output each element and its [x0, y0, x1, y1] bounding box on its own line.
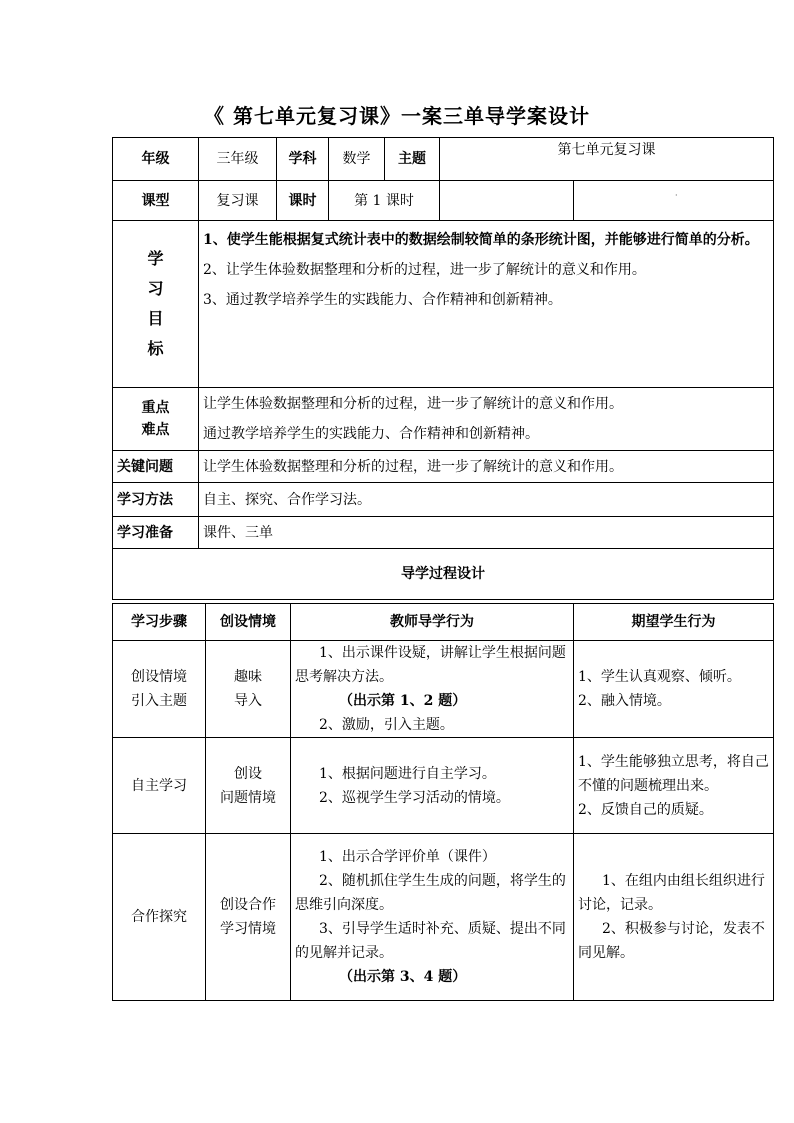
teacher-cell [291, 738, 574, 834]
step-line: 合作探究 [131, 909, 187, 925]
header-situation: 创设情境 [206, 604, 291, 641]
process-table [112, 603, 774, 1001]
step-cell [113, 641, 206, 738]
type-value: 复习课 [199, 181, 277, 221]
header-student: 期望学生行为 [574, 604, 774, 641]
situation-cell [206, 641, 291, 738]
topic-text: 第七单元复习课 [557, 142, 656, 158]
table-row [113, 738, 774, 834]
situation-line: 导入 [234, 693, 262, 709]
process-title: 导学过程设计 [113, 549, 774, 600]
teacher-line: 2、巡视学生学习活动的情境。 [319, 789, 510, 806]
situation-cell [206, 834, 291, 1001]
student-line: 1、学生能够独立思考，将自己不懂的问题梳理出来。 [578, 753, 769, 794]
empty-cell [574, 181, 774, 221]
subject-label: 学科 [277, 138, 329, 181]
type-label: 课型 [113, 181, 199, 221]
student-line: 2、融入情境。 [578, 693, 671, 709]
situation-line: 趣味 [234, 669, 262, 685]
key-points-label-2: 难点 [141, 422, 170, 438]
empty-cell [440, 181, 574, 221]
objectives-label-char: 学 [147, 249, 164, 268]
period-label: 课时 [277, 181, 329, 221]
teacher-cell [291, 641, 574, 738]
step-cell [113, 834, 206, 1001]
teacher-line: 3、引导学生适时补充、质疑、提出不同的见解并记录。 [295, 921, 566, 961]
situation-cell [206, 738, 291, 834]
grade-label: 年级 [113, 138, 199, 181]
objectives-label-char: 标 [147, 339, 164, 358]
period-value: 第 1 课时 [329, 181, 440, 221]
student-cell [574, 641, 774, 738]
objectives-label-char: 习 [147, 279, 164, 298]
subject-value: 数学 [329, 138, 385, 181]
teacher-line: 1、出示课件设疑，讲解让学生根据问题思考解决方法。 [295, 645, 566, 685]
info-table [112, 137, 774, 600]
student-cell [574, 738, 774, 834]
step-line: 引入主题 [131, 693, 187, 709]
student-line: 1、在组内由组长组织进行讨论，记录。 [578, 873, 765, 913]
student-cell [574, 834, 774, 1001]
student-line: 2、积极参与讨论，发表不同见解。 [578, 921, 765, 961]
teacher-line: （出示第 3、4 题） [339, 969, 467, 985]
method-label: 学习方法 [113, 483, 199, 517]
document-title: 《 第七单元复习课》一案三单导学案设计 [204, 104, 590, 128]
header-step: 学习步骤 [113, 604, 206, 641]
teacher-line: 2、随机抓住学生生成的问题，将学生的思维引向深度。 [295, 873, 566, 913]
difficult-point: 通过教学培养学生的实践能力、合作精神和创新精神。 [203, 426, 539, 442]
objectives-label [113, 221, 199, 388]
key-question-label: 关键问题 [113, 451, 199, 483]
objectives-content [199, 221, 774, 388]
topic-value [440, 138, 774, 181]
table-row [113, 834, 774, 1001]
step-line: 自主学习 [131, 777, 187, 794]
situation-line: 创设合作 [220, 897, 276, 913]
situation-line: 学习情境 [220, 921, 276, 937]
key-points-content [199, 388, 774, 451]
header-teacher: 教师导学行为 [291, 604, 574, 641]
step-cell [113, 738, 206, 834]
situation-line: 问题情境 [220, 789, 276, 806]
table-row [113, 641, 774, 738]
preparation-label: 学习准备 [113, 517, 199, 549]
student-line: 2、反馈自己的质疑。 [578, 801, 713, 818]
situation-line: 创设 [234, 765, 262, 782]
objective-3: 3、通过教学培养学生的实践能力、合作精神和创新精神。 [203, 292, 562, 308]
step-line: 创设情境 [131, 669, 187, 685]
teacher-line: 2、激励，引入主题。 [319, 717, 454, 733]
teacher-line: 1、出示合学评价单（课件） [319, 849, 496, 865]
key-points-label-1: 重点 [141, 400, 170, 416]
objective-2: 2、让学生体验数据整理和分析的过程，进一步了解统计的意义和作用。 [203, 262, 646, 278]
teacher-line: （出示第 1、2 题） [339, 693, 467, 709]
teacher-cell [291, 834, 574, 1001]
grade-value: 三年级 [199, 138, 277, 181]
method-value: 自主、探究、合作学习法。 [199, 483, 774, 517]
preparation-value: 课件、三单 [199, 517, 774, 549]
student-line: 1、学生认真观察、倾听。 [578, 669, 741, 685]
objectives-label-char: 目 [147, 309, 164, 328]
teacher-line: 1、根据问题进行自主学习。 [319, 765, 496, 782]
key-points-label [113, 388, 199, 451]
key-point: 让学生体验数据整理和分析的过程，进一步了解统计的意义和作用。 [203, 396, 623, 412]
key-question-value: 让学生体验数据整理和分析的过程，进一步了解统计的意义和作用。 [199, 451, 774, 483]
objective-1: 1、使学生能根据复式统计表中的数据绘制较简单的条形统计图，并能够进行简单的分析。 [203, 232, 759, 248]
stray-mark: · [675, 191, 678, 200]
topic-label: 主题 [385, 138, 440, 181]
